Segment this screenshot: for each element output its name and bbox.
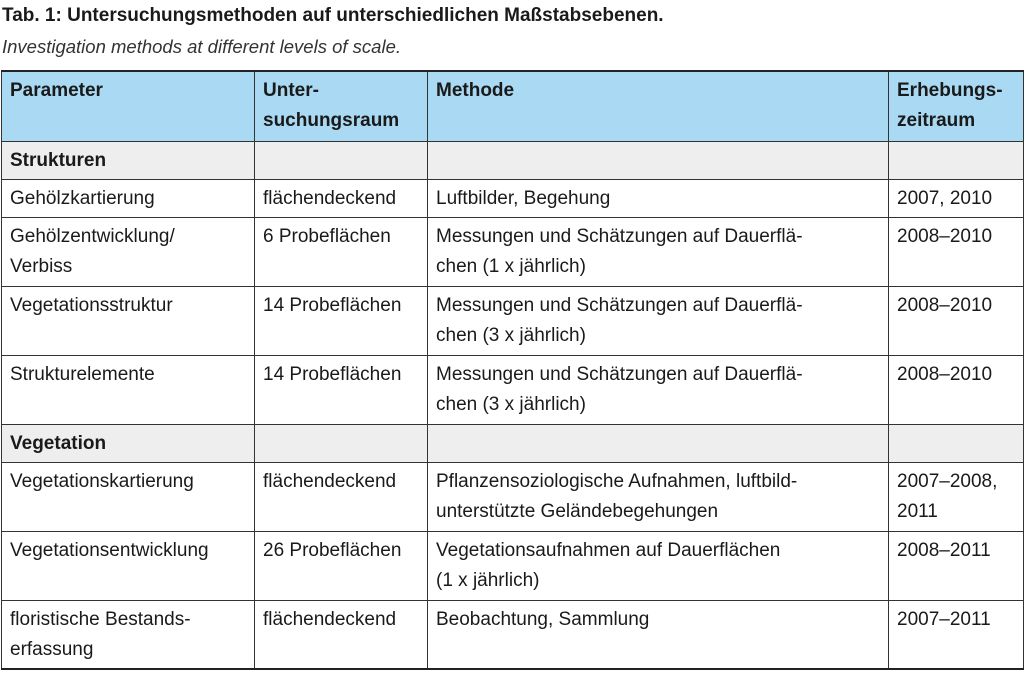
cell-untersuchungsraum <box>255 179 428 217</box>
table-subtitle: Investigation methods at different levels of scale. <box>2 36 401 57</box>
cell-methode <box>428 355 889 424</box>
cell-line: Vegetationsaufnahmen auf Dauerflächen <box>436 539 781 561</box>
cell-line: flächendeckend <box>263 608 397 630</box>
cell-line: Gehölzentwicklung/ <box>10 225 175 247</box>
column-header-methode <box>428 71 889 141</box>
table-row <box>2 286 1024 355</box>
cell-line: 26 Probeflächen <box>263 539 402 561</box>
cell-line: 2007–2008, <box>897 470 998 492</box>
cell-line: Gehölzkartierung <box>10 187 155 209</box>
column-header-untersuchungsraum <box>255 71 428 141</box>
cell-methode <box>428 179 889 217</box>
cell-line: erfassung <box>10 638 94 660</box>
cell-untersuchungsraum <box>255 286 428 355</box>
table-title: Tab. 1: Untersuchungsmethoden auf unterschiedlichen Maßstabsebenen. <box>2 5 664 26</box>
cell-parameter <box>2 141 255 179</box>
column-header-line: Erhebungs- <box>897 80 1003 101</box>
column-header-line: Parameter <box>10 80 103 101</box>
cell-line: 2007–2011 <box>897 608 991 630</box>
cell-line: 2008–2011 <box>897 539 991 561</box>
cell-line: chen (3 x jährlich) <box>436 393 586 415</box>
column-header-line: Methode <box>436 80 515 101</box>
cell-line: 2008–2010 <box>897 225 993 247</box>
cell-parameter <box>2 355 255 424</box>
cell-line: Beobachtung, Sammlung <box>436 608 650 630</box>
cell-parameter <box>2 424 255 462</box>
column-header-parameter <box>2 71 255 141</box>
cell-line: 2011 <box>897 500 938 522</box>
cell-methode <box>428 217 889 286</box>
header-row <box>2 71 1024 141</box>
cell-untersuchungsraum <box>255 424 428 462</box>
section-row <box>2 424 1024 462</box>
cell-line: Messungen und Schätzungen auf Dauerflä- <box>436 294 803 316</box>
cell-line: Vegetationskartierung <box>10 470 194 492</box>
cell-erhebungszeitraum <box>889 179 1024 217</box>
cell-methode <box>428 462 889 531</box>
cell-erhebungszeitraum <box>889 141 1024 179</box>
cell-line: chen (1 x jährlich) <box>436 255 586 277</box>
cell-line: Messungen und Schätzungen auf Dauerflä- <box>436 363 803 385</box>
cell-untersuchungsraum <box>255 600 428 669</box>
cell-line: Verbiss <box>10 255 73 277</box>
cell-untersuchungsraum <box>255 531 428 600</box>
cell-methode <box>428 531 889 600</box>
cell-line: 14 Probeflächen <box>263 294 402 316</box>
cell-erhebungszeitraum <box>889 462 1024 531</box>
cell-line: 14 Probeflächen <box>263 363 402 385</box>
table-row <box>2 217 1024 286</box>
cell-erhebungszeitraum <box>889 531 1024 600</box>
cell-line: 2008–2010 <box>897 363 993 385</box>
cell-erhebungszeitraum <box>889 355 1024 424</box>
cell-line: Luftbilder, Begehung <box>436 187 611 209</box>
cell-line: Vegetation <box>10 432 107 454</box>
cell-line: Pflanzensoziologische Aufnahmen, luftbild- <box>436 470 798 492</box>
cell-line: unterstützte Geländebegehungen <box>436 500 719 522</box>
cell-untersuchungsraum <box>255 141 428 179</box>
cell-methode <box>428 424 889 462</box>
cell-erhebungszeitraum <box>889 600 1024 669</box>
cell-line: Vegetationsentwicklung <box>10 539 209 561</box>
table-header <box>2 71 1024 141</box>
cell-methode <box>428 141 889 179</box>
table-row <box>2 179 1024 217</box>
cell-line: Vegetationsstruktur <box>10 294 173 316</box>
cell-line: flächendeckend <box>263 187 397 209</box>
cell-untersuchungsraum <box>255 355 428 424</box>
section-row <box>2 141 1024 179</box>
cell-methode <box>428 286 889 355</box>
cell-parameter <box>2 600 255 669</box>
column-header-line: zeitraum <box>897 110 976 131</box>
cell-line: 2007, 2010 <box>897 187 993 209</box>
cell-line: floristische Bestands- <box>10 608 191 630</box>
cell-parameter <box>2 286 255 355</box>
cell-parameter <box>2 531 255 600</box>
table-row <box>2 355 1024 424</box>
cell-line: 2008–2010 <box>897 294 993 316</box>
cell-line: Strukturen <box>10 149 107 171</box>
column-header-erhebungszeitraum <box>889 71 1024 141</box>
cell-parameter <box>2 179 255 217</box>
table-row <box>2 462 1024 531</box>
cell-erhebungszeitraum <box>889 286 1024 355</box>
cell-untersuchungsraum <box>255 462 428 531</box>
column-header-line: Unter- <box>263 80 319 101</box>
table-row <box>2 600 1024 669</box>
cell-erhebungszeitraum <box>889 424 1024 462</box>
cell-parameter <box>2 462 255 531</box>
table-body <box>2 141 1024 669</box>
column-header-line: suchungsraum <box>263 110 400 131</box>
cell-parameter <box>2 217 255 286</box>
cell-line: flächendeckend <box>263 470 397 492</box>
cell-untersuchungsraum <box>255 217 428 286</box>
cell-line: chen (3 x jährlich) <box>436 324 586 346</box>
cell-erhebungszeitraum <box>889 217 1024 286</box>
cell-line: Messungen und Schätzungen auf Dauerflä- <box>436 225 803 247</box>
table-row <box>2 531 1024 600</box>
cell-methode <box>428 600 889 669</box>
cell-line: (1 x jährlich) <box>436 569 540 591</box>
cell-line: Strukturelemente <box>10 363 155 385</box>
cell-line: 6 Probeflächen <box>263 225 391 247</box>
methods-table <box>1 70 1024 670</box>
